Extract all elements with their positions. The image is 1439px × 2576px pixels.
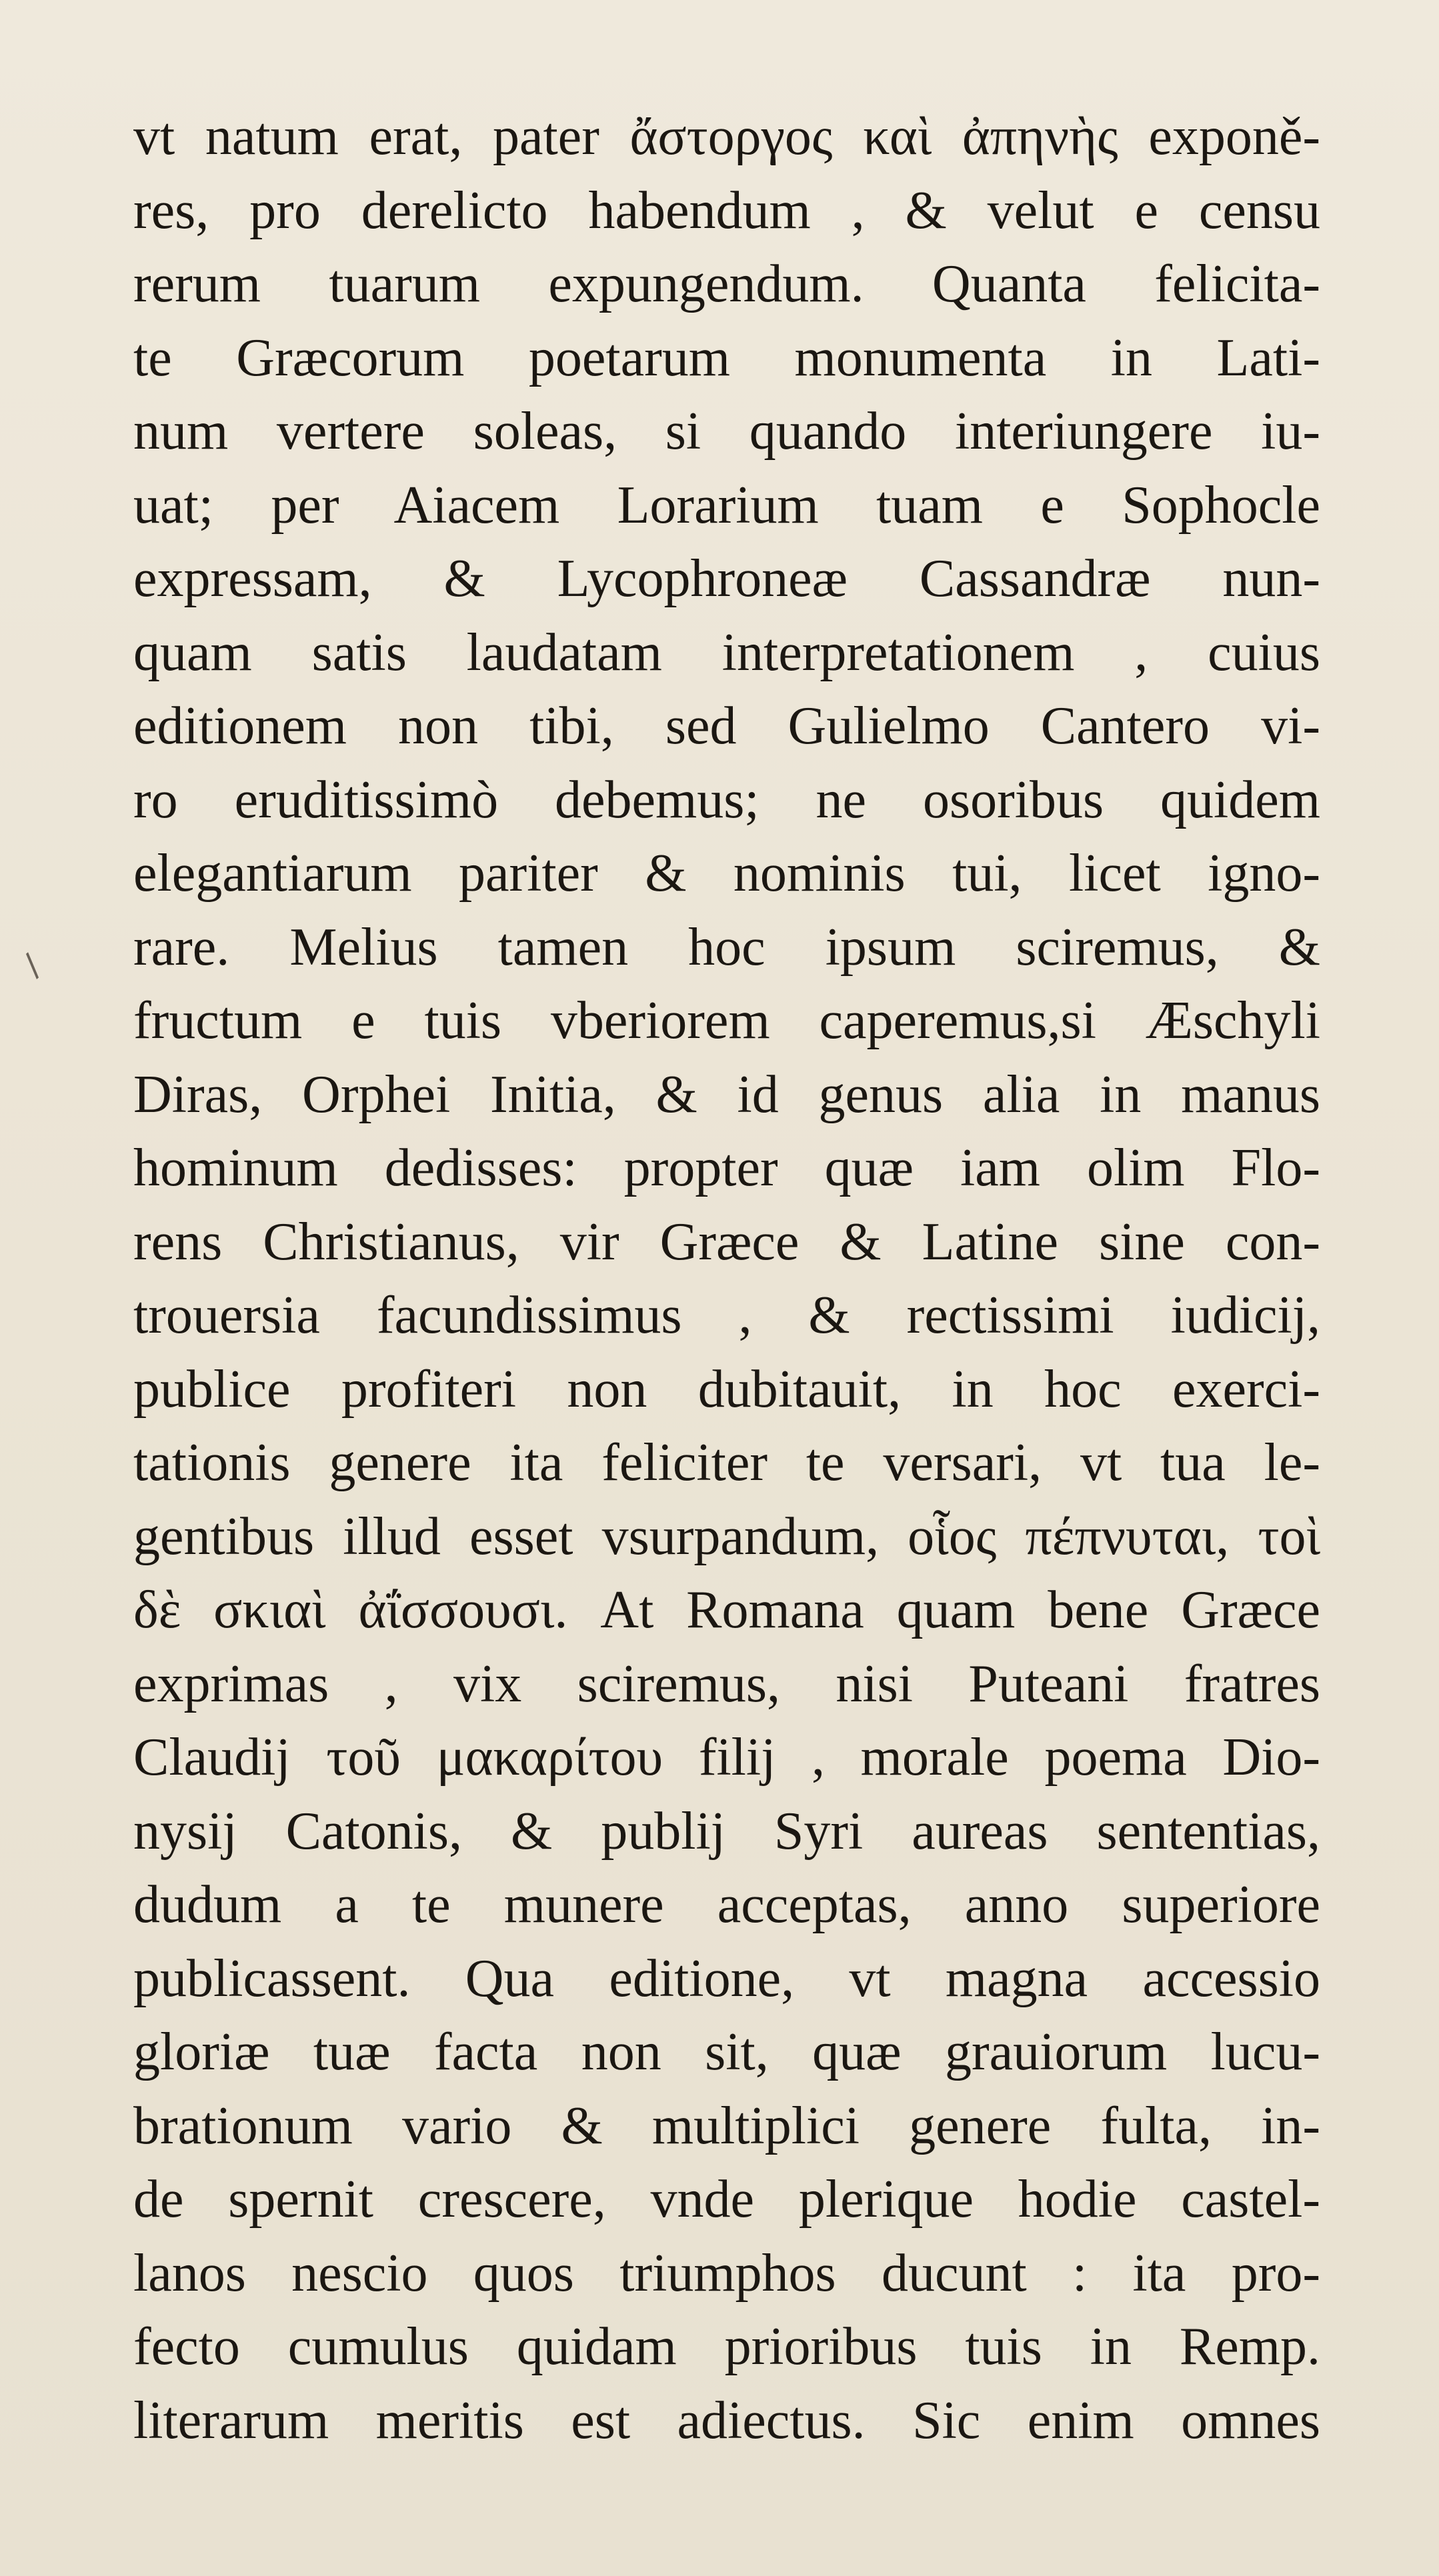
text-line: publicassent. Qua editione, vt magna accessio	[133, 1949, 1320, 2008]
text-line: gentibus illud esset vsurpandum, οἷος πέπνυται, τοὶ	[133, 1507, 1320, 1566]
text-line: rens Christianus, vir Græce & Latine sine con-	[133, 1212, 1320, 1271]
text-line: publice profiteri non dubitauit, in hoc exerci-	[133, 1359, 1320, 1419]
text-line: rare. Melius tamen hoc ipsum sciremus, &	[133, 917, 1320, 977]
text-line: δὲ σκιαὶ ἀΐσσουσι. At Romana quam bene Græce	[133, 1581, 1320, 1639]
text-line: Diras, Orphei Initia, & id genus alia in manus	[133, 1065, 1320, 1124]
text-line: nysij Catonis, & publij Syri aureas sententias,	[133, 1801, 1320, 1861]
text-line: editionem non tibi, sed Gulielmo Cantero vi-	[133, 697, 1320, 755]
text-line: de spernit crescere, vnde plerique hodie castel-	[133, 2170, 1320, 2229]
text-line: te Græcorum poetarum monumenta in Lati-	[133, 328, 1320, 387]
text-line: dudum a te munere acceptas, anno superiore	[133, 1875, 1320, 1934]
text-line: trouersia facundissimus , & rectissimi iudicij,	[133, 1286, 1320, 1345]
text-line: num vertere soleas, si quando interiungere iu-	[133, 402, 1320, 461]
text-line: gloriæ tuæ facta non sit, quæ grauiorum lucu-	[133, 2023, 1320, 2081]
text-line: res, pro derelicto habendum , & velut e censu	[133, 181, 1320, 240]
text-line: hominum dedisses: propter quæ iam olim Flo-	[133, 1139, 1320, 1197]
margin-mark: /	[15, 947, 49, 983]
body-text	[133, 100, 1320, 2457]
text-line: literarum meritis est adiectus. Sic enim omnes	[133, 2391, 1320, 2450]
text-line: ro eruditissimò debemus; ne osoribus quidem	[133, 770, 1320, 829]
text-line: fecto cumulus quidam prioribus tuis in Remp.	[133, 2317, 1320, 2376]
text-line: tationis genere ita feliciter te versari, vt tua le-	[133, 1433, 1320, 1492]
text-line: Claudij τοῦ μακαρίτου filij , morale poema Dio-	[133, 1728, 1320, 1787]
text-line: lanos nescio quos triumphos ducunt : ita pro-	[133, 2243, 1320, 2303]
text-line: vt natum erat, pater ἄστοργος καὶ ἀπηνὴς exponě-	[133, 107, 1320, 166]
text-line: rerum tuarum expungendum. Quanta felicita-	[133, 255, 1320, 313]
text-line: expressam, & Lycophroneæ Cassandræ nun-	[133, 549, 1320, 608]
text-line: quam satis laudatam interpretationem , cuius	[133, 623, 1320, 682]
text-line: elegantiarum pariter & nominis tui, licet igno-	[133, 844, 1320, 903]
text-line: exprimas , vix sciremus, nisi Puteani fratres	[133, 1654, 1320, 1713]
text-line: fructum e tuis vberiorem caperemus,si Æschyli	[133, 991, 1320, 1050]
text-line: brationum vario & multiplici genere fulta, in-	[133, 2096, 1320, 2155]
text-line: uat; per Aiacem Lorarium tuam e Sophocle	[133, 475, 1320, 535]
